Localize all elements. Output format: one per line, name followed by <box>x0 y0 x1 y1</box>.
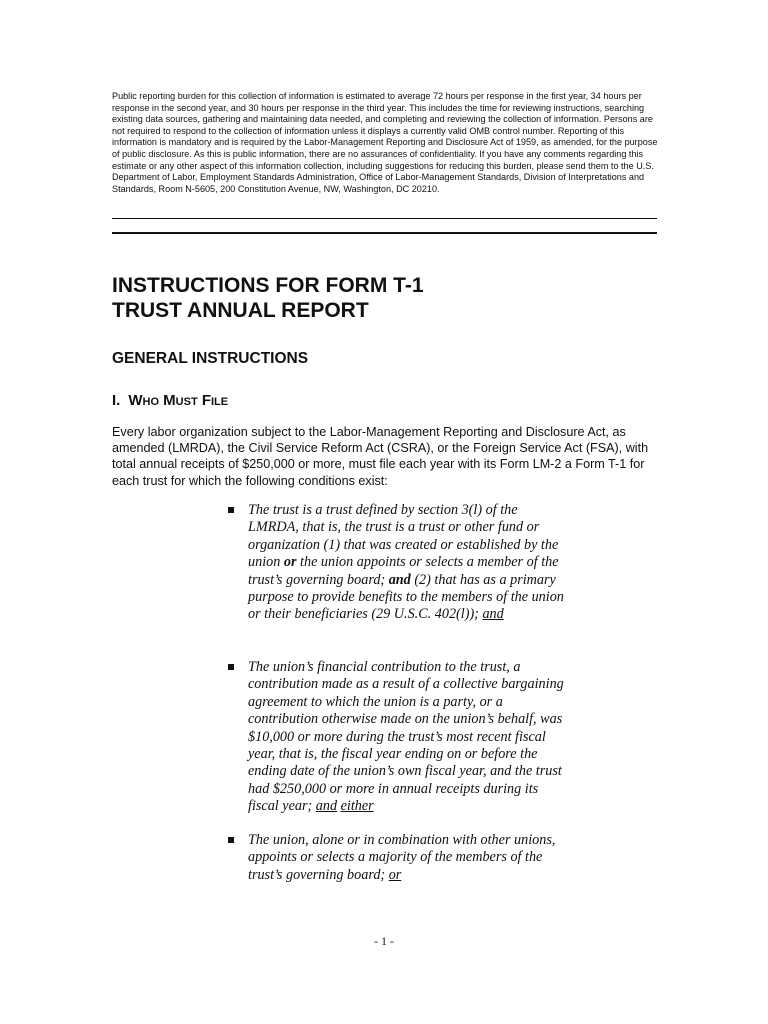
title-line-1: INSTRUCTIONS FOR FORM T-1 <box>112 274 424 297</box>
section-heading <box>112 391 228 411</box>
title-line-2: TRUST ANNUAL REPORT <box>112 299 369 322</box>
underlined-and: and <box>315 798 338 815</box>
condition-text-part: The union’s financial contribution to the trust, a contribution made as a result of a collective bargaining agreement to which the union is a party, or a contribution otherwise made on the union’s behalf, was $10,000 or more during the trust’s most recent fiscal year, that is, the fiscal year ending on or before the ending date of the union’s own fiscal year, and the trust had $250,000 or more in annual receipts during its fiscal year; <box>248 659 564 815</box>
condition-text <box>248 659 570 816</box>
emphasis-or: or <box>283 554 297 571</box>
square-bullet-icon <box>228 507 234 513</box>
page-number: - 1 - <box>374 934 394 948</box>
condition-text-part: The trust is a trust defined by section 3(l) of the LMRDA, that is, the trust is a trust or other fund or organization (1) that was created or established by the union <box>248 502 559 571</box>
condition-text-part: The union, alone or in combination with other unions, appoints or selects a majority of the members of the trust’s governing board; <box>248 832 556 883</box>
condition-text <box>248 502 570 624</box>
page-title <box>112 273 424 323</box>
section-number: I. <box>112 392 121 409</box>
condition-text-part: the union appoints or selects a member of the trust’s governing board; <box>248 554 559 588</box>
burden-notice: Public reporting burden for this collection of information is estimated to average 72 hours per response in the first year, 34 hours per response in the second year, and 30 hours per response in the third year. This includes the time for reviewing instructions, searching existing data sources, gathering and maintaining data needed, and completing and reviewing the collection of information. Persons are not required to respond to the collection of information unless it displays a currently valid OMB control number. Reporting of this information is mandatory and is required by the Labor-Management Reporting and Disclosure Act of 1959, as amended, for the purpose of public disclosure. As this is public information, there are no assurances of confidentiality. If you have any comments regarding this estimate or any other aspect of this information collection, including suggestions for reducing this burden, please send them to the U.S. Department of Labor, Employment Standards Administration, Office of Labor-Management Standards, Division of Interpretations and Standards, Room N-5605, 200 Constitution Avenue, NW, Washington, DC 20210. <box>112 91 658 194</box>
divider-thin <box>112 218 657 219</box>
condition-text <box>248 832 570 884</box>
underlined-either: either <box>340 798 374 815</box>
condition-text-part: (2) that has as a primary purpose to provide benefits to the members of the union or their beneficiaries (29 U.S.C. 402(l)); <box>248 571 564 623</box>
divider-thick <box>112 232 657 234</box>
intro-paragraph: Every labor organization subject to the Labor-Management Reporting and Disclosure Act, as amended (LMRDA), the Civil Service Reform Act (CSRA), or the Foreign Service Act (FSA), with total annual receipts of $250,000 or more, must file each year with its Form LM-2 a Form T-1 for each trust for which the following conditions exist: <box>112 425 649 488</box>
emphasis-and: and <box>388 571 411 588</box>
section-title: Who Must File <box>128 392 229 409</box>
square-bullet-icon <box>228 664 234 670</box>
general-instructions-heading: GENERAL INSTRUCTIONS <box>112 350 309 367</box>
underlined-and: and <box>482 606 504 623</box>
square-bullet-icon <box>228 837 234 843</box>
underlined-or: or <box>388 866 402 883</box>
